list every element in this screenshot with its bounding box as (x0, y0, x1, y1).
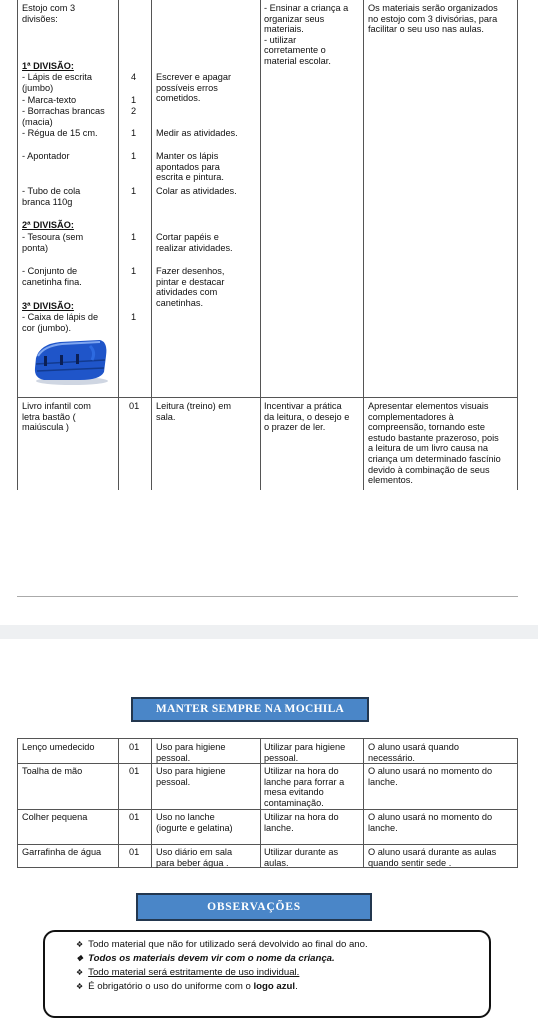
estojo-objective: - Ensinar a criança a organizar seus materiais. - utilizar corretamente o material escolar. (264, 3, 349, 66)
qty-cola: 1 (131, 186, 137, 196)
item-apontador: - Apontador (22, 151, 70, 161)
qty-tesoura: 1 (131, 232, 137, 242)
mochila-item: Toalha de mão (22, 766, 83, 776)
item-cola: - Tubo de cola branca 110g (22, 186, 81, 207)
pencil-case-image (30, 334, 110, 386)
use-lapis: Escrever e apagar possíveis erros cometidos. (156, 72, 232, 104)
mochila-qty: 01 (129, 766, 140, 776)
mochila-item: Colher pequena (22, 812, 88, 822)
mochila-qty: 01 (129, 812, 140, 822)
mochila-banner: MANTER SEMPRE NA MOCHILA (131, 697, 369, 722)
item-borrachas: - Borrachas brancas (macia) (22, 106, 105, 127)
use-regua: Medir as atividades. (156, 128, 238, 138)
mochila-objective: Utilizar na hora do lanche. (264, 812, 339, 833)
estojo-justification: Os materiais serão organizados no estojo com 3 divisórias, para facilitar o seu uso nas aulas. (368, 3, 498, 35)
qty-marca-texto: 1 (131, 95, 137, 105)
mochila-objective: Utilizar durante as aulas. (264, 847, 339, 868)
qty-lapis: 4 (131, 72, 137, 82)
diamond-bullet-icon: ❖ (76, 968, 84, 977)
observacoes-banner: OBSERVAÇÕES (136, 893, 372, 921)
diamond-bullet-icon: ❖ (76, 954, 84, 963)
livro-use: Leitura (treino) em sala. (156, 401, 232, 422)
div1-title: 1ª DIVISÃO: (22, 61, 74, 71)
list-item (76, 953, 335, 965)
div3-title: 3ª DIVISÃO: (22, 301, 74, 311)
mochila-use: Uso para higiene pessoal. (156, 766, 226, 787)
qty-canetinha: 1 (131, 266, 137, 276)
use-tesoura: Cortar papéis e realizar atividades. (156, 232, 233, 253)
use-canetinha: Fazer desenhos, pintar e destacar atividades com canetinhas. (156, 266, 225, 308)
mochila-qty: 01 (129, 847, 140, 857)
obs-text-4-suffix: . (295, 981, 298, 992)
obs-text-3: Todo material será estritamente de uso individual. (88, 967, 300, 978)
qty-regua: 1 (131, 128, 137, 138)
obs-text-4-prefix: É obrigatório o uso do uniforme com o (88, 981, 254, 992)
obs-text-1: Todo material que não for utilizado será devolvido ao final do ano. (88, 939, 368, 950)
item-canetinha: - Conjunto de canetinha fina. (22, 266, 82, 287)
mochila-qty: 01 (129, 742, 140, 752)
diamond-bullet-icon: ❖ (76, 982, 84, 991)
qty-apontador: 1 (131, 151, 137, 161)
mochila-justification: O aluno usará quando necessário. (368, 742, 459, 763)
obs-text-2: Todos os materiais devem vir com o nome da criança. (88, 953, 335, 964)
mochila-use: Uso para higiene pessoal. (156, 742, 226, 763)
mochila-use: Uso no lanche (iogurte e gelatina) (156, 812, 233, 833)
item-lapis: - Lápis de escrita (jumbo) (22, 72, 92, 93)
livro-qty: 01 (129, 401, 140, 411)
mochila-use: Uso diário em sala para beber água . (156, 847, 233, 868)
item-marca-texto: - Marca-texto (22, 95, 77, 105)
qty-lapis-cor: 1 (131, 312, 137, 322)
page-separator (0, 625, 538, 639)
mochila-objective: Utilizar na hora do lanche para forrar a mesa evitando contaminação. (264, 766, 345, 808)
list-item (76, 981, 298, 993)
item-lapis-cor: - Caixa de lápis de cor (jumbo). (22, 312, 99, 333)
mochila-item: Garrafinha de água (22, 847, 102, 857)
livro-item: Livro infantil com letra bastão ( maiúscula ) (22, 401, 91, 433)
use-cola: Colar as atividades. (156, 186, 237, 196)
div2-title: 2ª DIVISÃO: (22, 220, 74, 230)
mochila-objective: Utilizar para higiene pessoal. (264, 742, 346, 763)
obs-text-4-bold: logo azul (253, 981, 296, 992)
mochila-item: Lenço umedecido (22, 742, 95, 752)
list-item (76, 967, 299, 979)
livro-objective: Incentivar a prática da leitura, o desejo e o prazer de ler. (264, 401, 350, 433)
mochila-justification: O aluno usará no momento do lanche. (368, 766, 493, 787)
mochila-justification: O aluno usará no momento do lanche. (368, 812, 493, 833)
item-regua: - Régua de 15 cm. (22, 128, 98, 138)
qty-borrachas: 2 (131, 106, 137, 116)
estojo-item: Estojo com 3 divisões: (22, 3, 76, 24)
list-item (76, 939, 368, 951)
item-tesoura: - Tesoura (sem ponta) (22, 232, 84, 253)
livro-justification: Apresentar elementos visuais complementadores à compreensão, tornando este estudo bastante prazeroso, pois a leitura de um livro causa na criança um determinado fascínio devido à combinação de seus elementos. (368, 401, 501, 486)
diamond-bullet-icon: ❖ (76, 940, 84, 949)
mochila-justification: O aluno usará durante as aulas quando sentir sede . (368, 847, 497, 868)
page-footer-rule (17, 596, 518, 597)
use-apontador: Manter os lápis apontados para escrita e pintura. (156, 151, 224, 183)
